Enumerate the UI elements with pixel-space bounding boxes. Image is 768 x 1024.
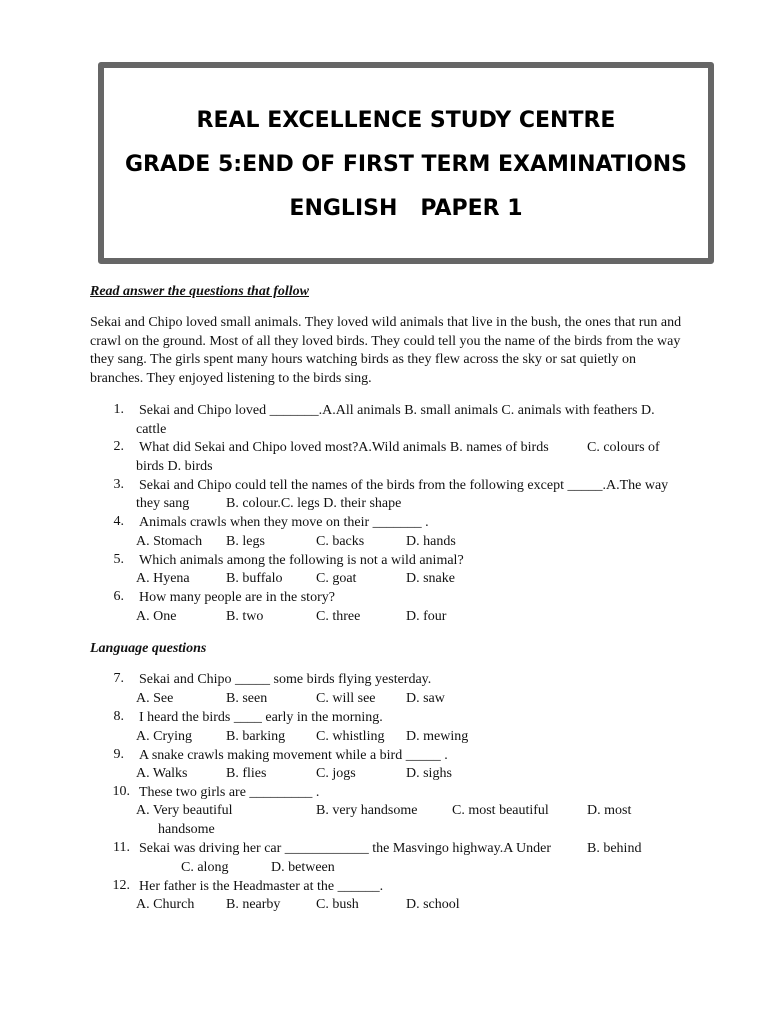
question-number: 8. [113, 709, 124, 724]
option: B. nearby [226, 897, 281, 912]
passage-line: branches. They enjoyed listening to the birds sing. [90, 371, 372, 387]
passage-line: crawl on the ground. Most of all they loved birds. They could tell you the name of the birds from the way [90, 333, 681, 349]
option: D. most [587, 803, 632, 818]
section-heading: Language questions [90, 641, 207, 656]
question-text: These two girls are _________ . [139, 785, 320, 800]
question-number: 12. [112, 878, 130, 893]
question-text: Sekai was driving her car ____________ the Masvingo highway.A Under [139, 841, 552, 856]
option: A. Very beautiful [136, 803, 233, 818]
option: B. barking [226, 729, 286, 744]
option: D. hands [406, 534, 456, 549]
title-box [98, 62, 714, 264]
question-text: What did Sekai and Chipo loved most?A.Wild animals B. names of birds [139, 440, 549, 455]
option: C. jogs [316, 766, 356, 781]
question-extra: B. behind [587, 841, 642, 856]
option: C. three [316, 609, 361, 624]
question-continuation: birds D. birds [136, 459, 213, 474]
question-continuation: B. colour.C. legs D. their shape [226, 496, 402, 511]
option: C. goat [316, 571, 357, 586]
question-text: How many people are in the story? [139, 590, 335, 605]
option: D. snake [406, 571, 455, 586]
question-text: Sekai and Chipo loved _______.A.All animals B. small animals C. animals with feathers D. [139, 403, 655, 418]
question-number: 2. [113, 439, 124, 454]
question-text: Sekai and Chipo _____ some birds flying yesterday. [139, 672, 432, 687]
question-text: Which animals among the following is not a wild animal? [139, 553, 464, 568]
option: C. along [181, 860, 229, 875]
exam-title: GRADE 5:END OF FIRST TERM EXAMINATIONS [125, 152, 687, 177]
option: B. two [226, 609, 264, 624]
passage-line: they sang. The girls spent many hours watching birds as they flew across the sky or sat quietly on [90, 352, 637, 368]
question-number: 3. [113, 477, 124, 492]
question-text: Her father is the Headmaster at the ______. [139, 879, 384, 894]
passage [90, 314, 690, 389]
question-continuation: they sang [136, 496, 190, 511]
option: C. backs [316, 534, 365, 549]
option: A. Crying [136, 729, 192, 744]
question-text: A snake crawls making movement while a bird _____ . [139, 748, 448, 763]
option: B. seen [226, 691, 268, 706]
option: A. Hyena [136, 571, 190, 586]
question-number: 6. [113, 589, 124, 604]
option: C. most beautiful [452, 803, 549, 818]
option: C. will see [316, 691, 376, 706]
paper-title: ENGLISH PAPER 1 [289, 196, 523, 221]
passage-line: Sekai and Chipo loved small animals. They loved wild animals that live in the bush, the ones that run and [90, 315, 682, 330]
option: A. One [136, 609, 177, 624]
question-number: 5. [113, 552, 124, 567]
question-text: Sekai and Chipo could tell the names of the birds from the following except _____.A.The way [139, 478, 669, 493]
option-continuation: handsome [158, 822, 215, 837]
question-text: I heard the birds ____ early in the morning. [139, 710, 383, 725]
option: C. bush [316, 897, 359, 912]
option: A. Stomach [136, 534, 203, 549]
instruction: Read answer the questions that follow [90, 284, 309, 299]
option: D. between [271, 860, 335, 875]
school-name: REAL EXCELLENCE STUDY CENTRE [196, 108, 616, 133]
option: A. See [136, 691, 174, 706]
question-number: 9. [113, 747, 124, 762]
question-number: 4. [113, 514, 124, 529]
option: D. school [406, 897, 460, 912]
question-number: 7. [113, 671, 124, 686]
question-number: 1. [113, 402, 124, 417]
option: D. sighs [406, 766, 452, 781]
option: B. buffalo [226, 571, 283, 586]
question-text: Animals crawls when they move on their _______ . [139, 515, 429, 530]
option: C. whistling [316, 729, 385, 744]
question-number: 11. [113, 840, 130, 855]
option: B. legs [226, 534, 265, 549]
option: D. saw [406, 691, 445, 706]
question-number: 10. [112, 784, 130, 799]
option: D. mewing [406, 729, 469, 744]
question-continuation: cattle [136, 422, 167, 437]
option: D. four [406, 609, 447, 624]
option: B. very handsome [316, 803, 418, 818]
question-extra: C. colours of [587, 440, 660, 455]
option: A. Church [136, 897, 195, 912]
option: B. flies [226, 766, 267, 781]
option: A. Walks [136, 766, 188, 781]
